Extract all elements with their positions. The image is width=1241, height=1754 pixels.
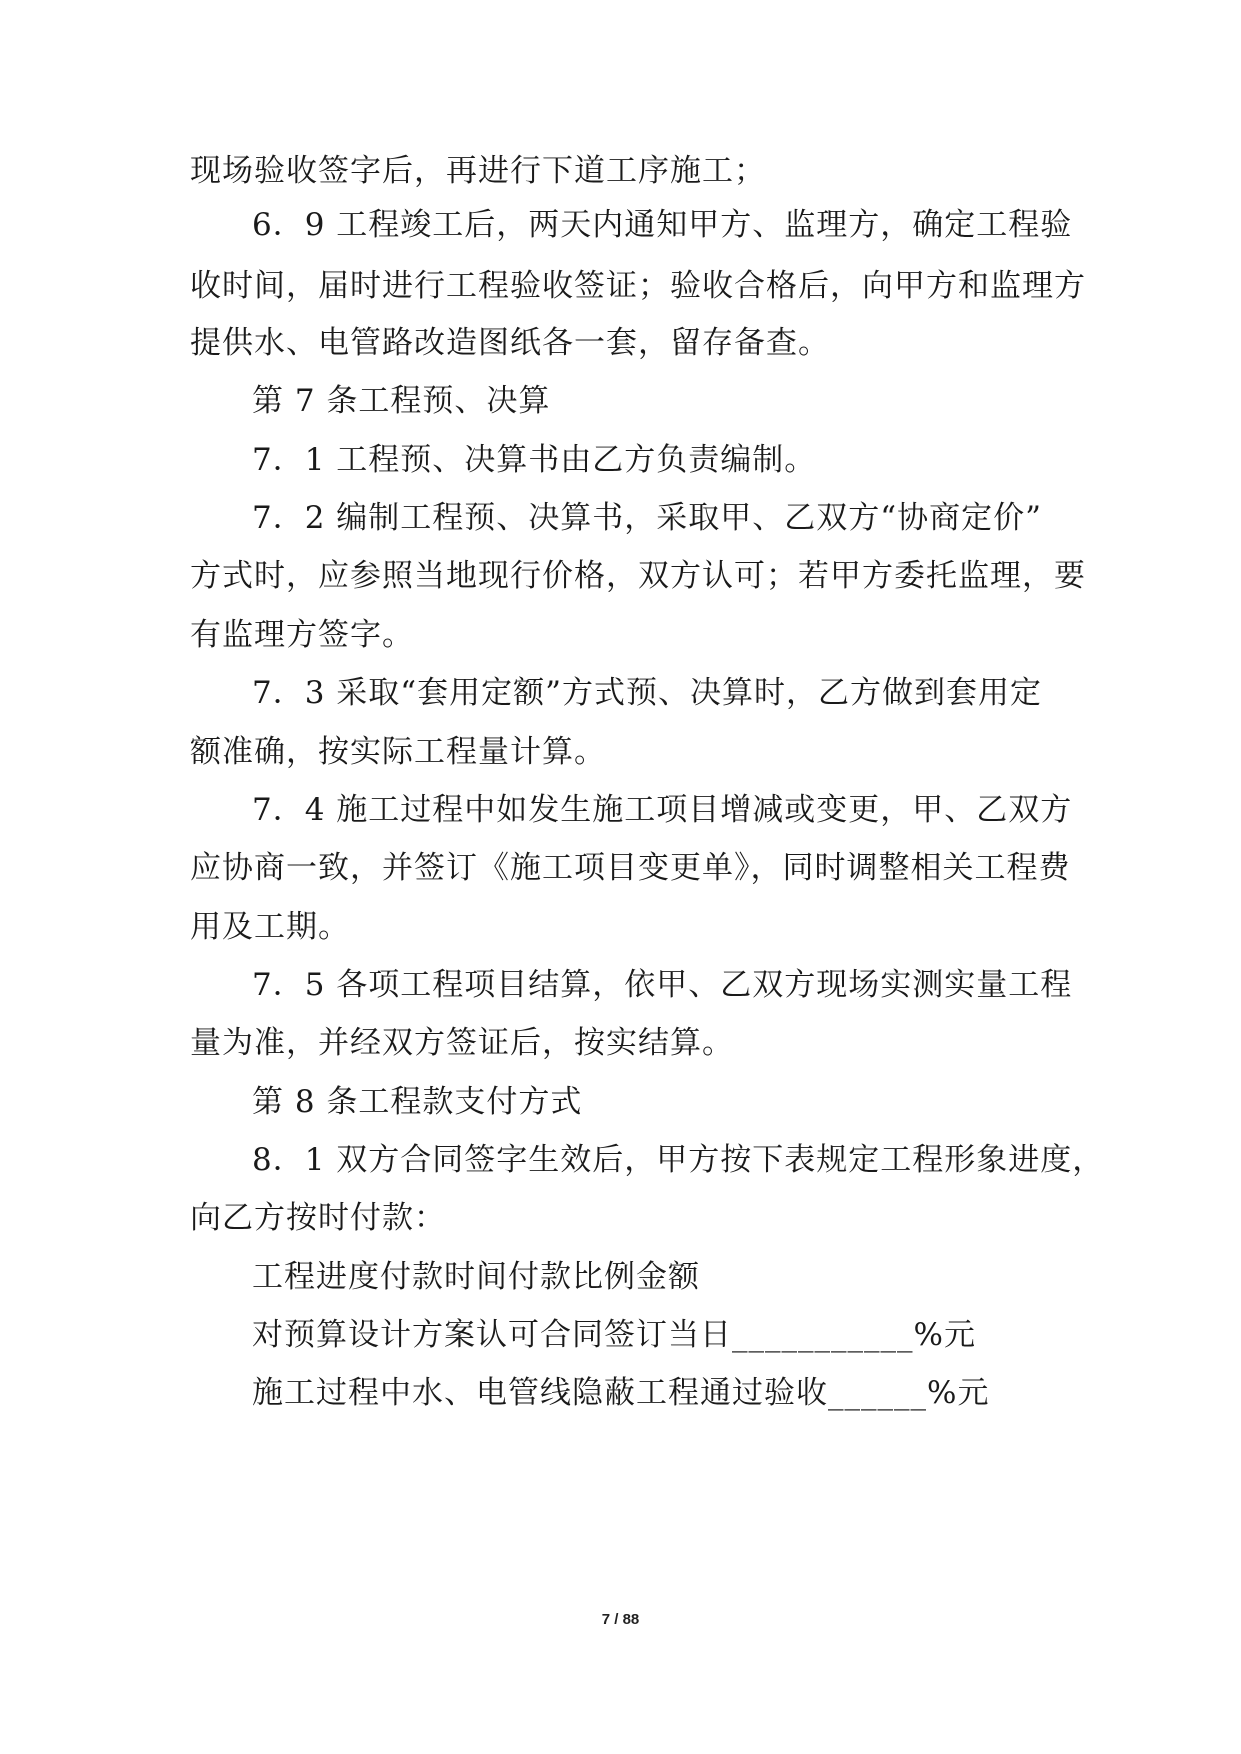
table-header-line: 工程进度付款时间付款比例金额 <box>252 1259 700 1295</box>
text-line: 7．3 采取“套用定额”方式预、决算时，乙方做到套用定 <box>252 675 1042 711</box>
text-line: 7．5 各项工程项目结算，依甲、乙双方现场实测实量工程 <box>252 967 1073 1003</box>
text-line: 收时间，届时进行工程验收签证；验收合格后，向甲方和监理方 <box>190 268 1086 304</box>
text-line: 有监理方签字。 <box>190 617 414 653</box>
text-line: 6．9 工程竣工后，两天内通知甲方、监理方，确定工程验 <box>252 207 1073 243</box>
text-line: 额准确，按实际工程量计算。 <box>190 734 606 770</box>
text-line: 现场验收签字后，再进行下道工序施工； <box>190 153 766 189</box>
page-number: 7 / 88 <box>601 1611 640 1628</box>
text-line: 方式时，应参照当地现行价格，双方认可；若甲方委托监理，要 <box>190 558 1086 594</box>
text-line: 量为准，并经双方签证后，按实结算。 <box>190 1025 734 1061</box>
text-line: 7．2 编制工程预、决算书，采取甲、乙双方“协商定价” <box>252 500 1042 536</box>
text-line: 7．1 工程预、决算书由乙方负责编制。 <box>252 442 817 478</box>
table-row-line: 对预算设计方案认可合同签订当日___________%元 <box>252 1317 976 1353</box>
text-line: 8．1 双方合同签字生效后，甲方按下表规定工程形象进度， <box>252 1142 1105 1178</box>
table-row-line: 施工过程中水、电管线隐蔽工程通过验收______%元 <box>252 1375 990 1411</box>
section-heading: 第 8 条工程款支付方式 <box>252 1084 583 1120</box>
text-line: 提供水、电管路改造图纸各一套，留存备查。 <box>190 325 830 361</box>
text-line: 应协商一致，并签订《施工项目变更单》，同时调整相关工程费 <box>190 850 1071 886</box>
text-line: 向乙方按时付款： <box>190 1200 446 1236</box>
section-heading: 第 7 条工程预、决算 <box>252 383 551 419</box>
text-line: 用及工期。 <box>190 909 350 945</box>
text-line: 7．4 施工过程中如发生施工项目增减或变更，甲、乙双方 <box>252 792 1073 828</box>
